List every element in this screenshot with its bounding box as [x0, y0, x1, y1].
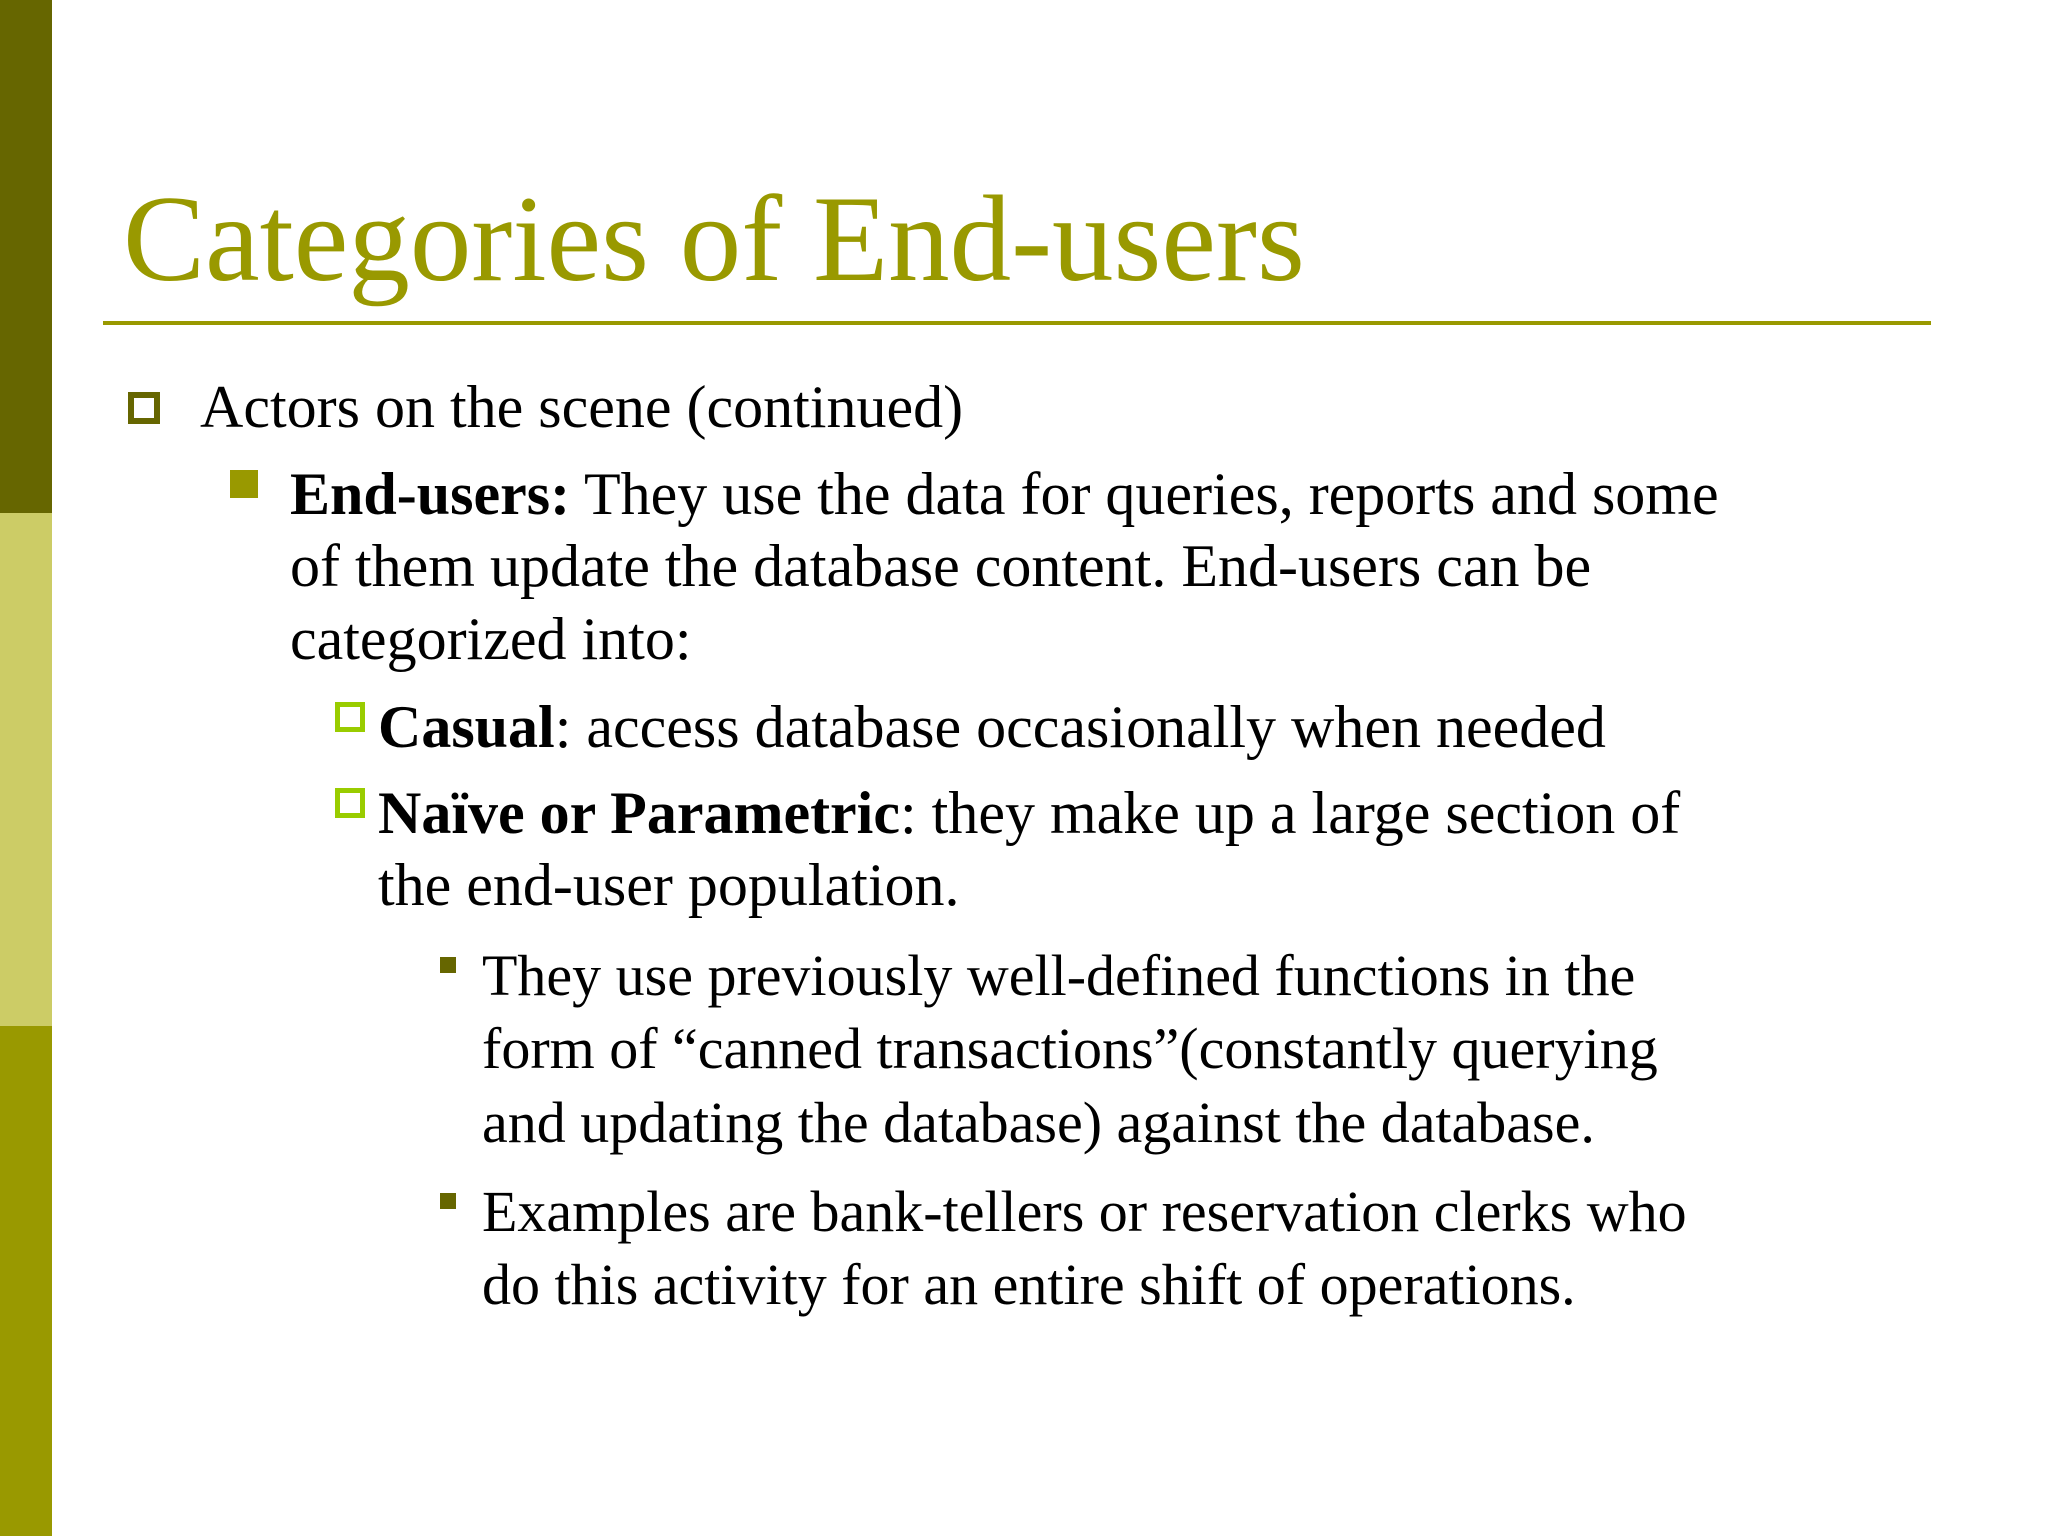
casual-desc: : access database occasionally when needed [554, 694, 1606, 760]
canned-line-3: and updating the database) against the database. [482, 1090, 1595, 1155]
end-users-desc-1: They use the data for queries, reports and some [570, 461, 1719, 527]
bullet-naive-line1 [378, 776, 1680, 850]
casual-term: Casual [378, 694, 555, 760]
canned-line-1: They use previously well-defined functions in the [482, 943, 1636, 1008]
examples-line-1: Examples are bank-tellers or reservation clerks who [482, 1179, 1687, 1244]
examples-line-2: do this activity for an entire shift of operations. [482, 1252, 1576, 1317]
bullet-actors-text: Actors on the scene (continued) [200, 374, 964, 440]
canned-line-2: form of “canned transactions”(constantly querying [482, 1016, 1658, 1081]
sidebar-top-band [0, 0, 52, 513]
bullet-end-users-line1 [290, 457, 1719, 531]
sidebar-bottom-band [0, 1026, 52, 1536]
sidebar-middle-band [0, 513, 52, 1026]
solid-square-bullet-icon [230, 470, 258, 498]
naive-desc-1: : they make up a large section of [899, 780, 1681, 846]
hollow-square-bullet-icon [335, 788, 365, 818]
title-underline [103, 321, 1931, 325]
end-users-desc-2: of them update the database content. End-users can be [290, 533, 1592, 599]
slide-title: Categories of End-users [123, 170, 1305, 307]
hollow-square-bullet-icon [128, 392, 160, 424]
end-users-term: End-users: [290, 461, 571, 527]
small-square-bullet-icon [440, 1193, 456, 1209]
naive-desc-2: the end-user population. [378, 852, 960, 918]
hollow-square-bullet-icon [335, 702, 365, 732]
small-square-bullet-icon [440, 957, 456, 973]
bullet-casual-text [378, 690, 1606, 764]
end-users-desc-3: categorized into: [290, 606, 692, 672]
naive-term: Naïve or Parametric [378, 780, 900, 846]
